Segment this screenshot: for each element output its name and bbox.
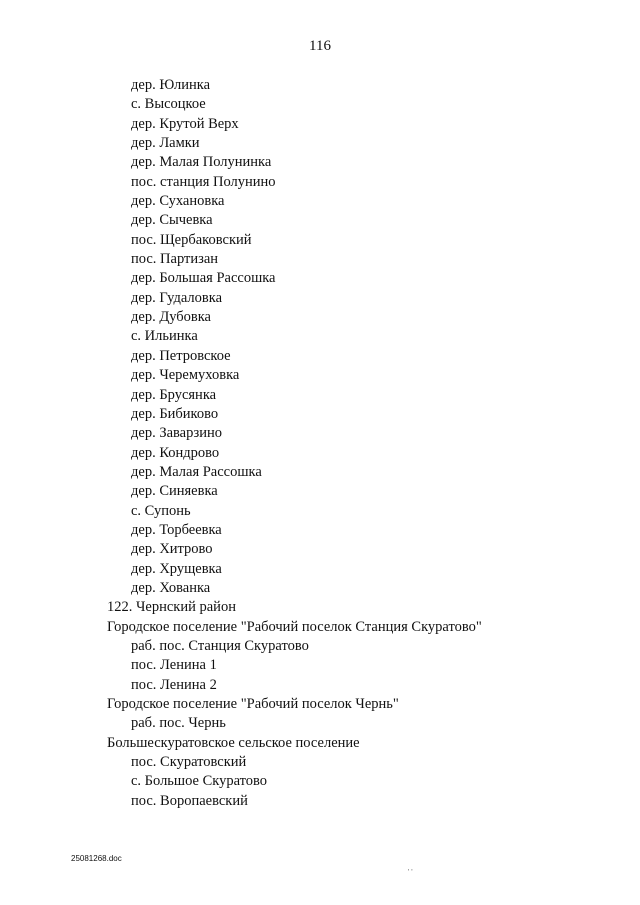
list-item: пос. Щербаковский xyxy=(131,231,252,248)
list-item: дер. Хованка xyxy=(131,579,211,596)
list-item: пос. станция Полунино xyxy=(131,173,276,190)
list-item: дер. Сухановка xyxy=(131,193,225,210)
footer-mark: ' ' xyxy=(408,869,413,876)
list-item: дер. Кондрово xyxy=(131,444,220,461)
list-item: раб. пос. Чернь xyxy=(131,715,226,732)
settlement-list xyxy=(0,76,640,811)
list-item: дер. Торбеевка xyxy=(131,521,222,538)
page-number: 116 xyxy=(309,38,331,54)
list-item: дер. Юлинка xyxy=(131,77,211,93)
list-item: дер. Большая Рассошка xyxy=(131,270,276,287)
list-item: дер. Дубовка xyxy=(131,309,211,326)
list-item: пос. Скуратовский xyxy=(131,754,247,771)
list-item: дер. Бибиково xyxy=(131,405,219,422)
list-heading: 122. Чернский район xyxy=(107,599,236,616)
list-item: с. Супонь xyxy=(131,502,191,519)
list-item: дер. Заварзино xyxy=(131,425,223,442)
list-item: с. Высоцкое xyxy=(131,96,206,113)
list-heading: Городское поселение "Рабочий поселок Станция Скуратово" xyxy=(107,618,482,635)
list-item: пос. Воропаевский xyxy=(131,792,248,809)
list-item: с. Большое Скуратово xyxy=(131,773,268,790)
list-item: дер. Ламки xyxy=(131,135,200,152)
list-heading: Большескуратовское сельское поселение xyxy=(107,734,360,751)
list-item: с. Ильинка xyxy=(131,328,198,345)
list-item: дер. Черемуховка xyxy=(131,367,240,384)
list-item: дер. Синяевка xyxy=(131,483,218,500)
list-item: дер. Крутой Верх xyxy=(131,115,239,132)
list-item: дер. Сычевка xyxy=(131,212,213,229)
list-item: дер. Хрущевка xyxy=(131,560,222,577)
list-item: пос. Партизан xyxy=(131,251,219,268)
list-item: дер. Гудаловка xyxy=(131,289,223,306)
list-item: пос. Ленина 2 xyxy=(131,676,217,693)
list-item: пос. Ленина 1 xyxy=(131,657,217,674)
list-item: дер. Малая Полунинка xyxy=(131,154,272,171)
list-item: раб. пос. Станция Скуратово xyxy=(131,637,309,654)
list-heading: Городское поселение "Рабочий поселок Чернь" xyxy=(107,696,399,712)
list-item: дер. Хитрово xyxy=(131,541,213,558)
list-item: дер. Малая Рассошка xyxy=(131,463,262,480)
list-item: дер. Петровское xyxy=(131,347,231,364)
footer-doc-name: 25081268.doc xyxy=(71,854,122,863)
list-item: дер. Брусянка xyxy=(131,386,217,403)
